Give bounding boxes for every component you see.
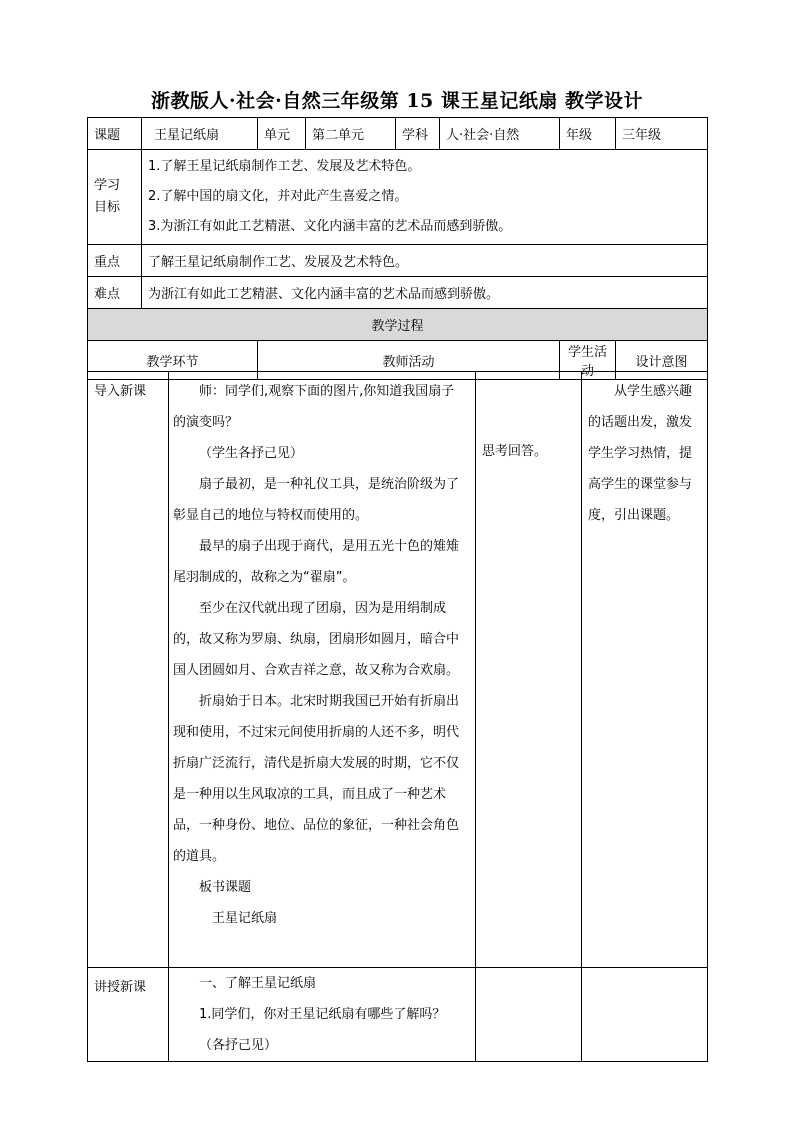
objective-item: 1.了解王星记纸扇制作工艺、发展及艺术特色。: [148, 159, 421, 174]
design-intent-new: [582, 968, 708, 1062]
objectives-row: [88, 150, 708, 245]
student-activity-intro: [476, 372, 582, 968]
difficulty-text: 为浙江有如此工艺精湛、文化内涵丰富的艺术品而感到骄傲。: [142, 277, 708, 309]
grade-label: 年级: [560, 118, 616, 150]
unit-label: 单元: [258, 118, 306, 150]
teacher-paragraph: （各抒己见）: [199, 1038, 278, 1053]
topic-value: 王星记纸扇: [142, 118, 258, 150]
col-header-student: 学生活动: [560, 341, 616, 380]
student-activity-new: [476, 968, 582, 1062]
stage-intro: 导入新课: [88, 372, 169, 968]
key-point-label: 重点: [88, 245, 142, 277]
objectives-label-line1: 学习: [94, 178, 121, 193]
subject-label: 学科: [396, 118, 440, 150]
grade-value: 三年级: [616, 118, 708, 150]
col-header-teacher: 教师活动: [258, 341, 560, 380]
lesson-plan-table: [87, 117, 708, 380]
topic-label: 课题: [88, 118, 142, 150]
teacher-paragraph: （学生各抒己见）: [199, 446, 304, 461]
teacher-paragraph: 最早的扇子出现于商代，是用五光十色的雉雉尾羽制成的，故称之为“翟扇”。: [173, 539, 460, 585]
col-header-intent: 设计意图: [616, 341, 708, 380]
info-row: [88, 118, 708, 150]
design-intent-text: 从学生感兴趣的话题出发，激发学生学习热情，提高学生的课堂参与度，引出课题。: [588, 384, 693, 523]
unit-value: 第二单元: [306, 118, 396, 150]
teacher-paragraph: 王星记纸扇: [212, 911, 278, 926]
teacher-paragraph: 1.同学们，你对王星记纸扇有哪些了解吗？: [199, 1007, 446, 1022]
student-activity-text: 思考回答。: [482, 444, 548, 459]
teacher-activity-new: [169, 968, 476, 1062]
process-header: 教学过程: [88, 309, 708, 341]
objectives-label: [88, 150, 142, 245]
teacher-paragraph: 板书课题: [199, 880, 252, 895]
stage-new: 讲授新课: [88, 968, 169, 1062]
teacher-paragraph: 扇子最初，是一种礼仪工具，是统治阶级为了彰显自己的地位与特权而使用的。: [173, 477, 460, 523]
process-row-intro: [88, 372, 708, 968]
process-table: [87, 371, 708, 1062]
design-intent-intro: [582, 372, 708, 968]
subject-value: 人·社会·自然: [440, 118, 560, 150]
difficulty-label: 难点: [88, 277, 142, 309]
objectives-label-line2: 目标: [94, 200, 121, 215]
objective-item: 3.为浙江有如此工艺精湛、文化内涵丰富的艺术品而感到骄傲。: [148, 219, 512, 234]
difficulty-row: [88, 277, 708, 309]
process-header-row: [88, 309, 708, 341]
col-header-stage: 教学环节: [88, 341, 258, 380]
teacher-activity-intro: [169, 372, 476, 968]
teacher-paragraph: 折扇始于日本。北宋时期我国已开始有折扇出现和使用，不过宋元间使用折扇的人还不多，明代折扇广泛流行，清代是折扇大发展的时期，它不仅是一种用以生风取凉的工具，而且成了一种艺术品，一种身份、地位、品位的象征，一种社会角色的道具。: [173, 694, 460, 864]
teacher-paragraph: 师：同学们,观察下面的图片,你知道我国扇子的演变吗？: [173, 384, 455, 430]
objective-item: 2.了解中国的扇文化，并对此产生喜爱之情。: [148, 189, 408, 204]
key-point-row: [88, 245, 708, 277]
process-row-new: [88, 968, 708, 1062]
teacher-paragraph: 一、了解王星记纸扇: [199, 976, 317, 991]
key-point-text: 了解王星记纸扇制作工艺、发展及艺术特色。: [142, 245, 708, 277]
objectives-list: [142, 150, 708, 245]
teacher-paragraph: 至少在汉代就出现了团扇，因为是用绢制成的，故又称为罗扇、纨扇，团扇形如圆月，暗合中国人团圆如月、合欢吉祥之意，故又称为合欢扇。: [173, 601, 460, 678]
document-title: 浙教版人·社会·自然三年级第 15 课王星记纸扇 教学设计: [150, 90, 643, 112]
